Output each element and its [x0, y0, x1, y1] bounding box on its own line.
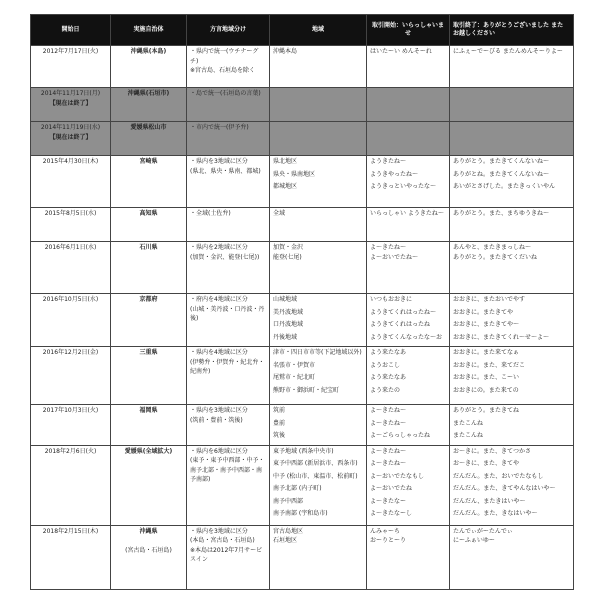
start-date: 2012年7月17日(火)	[42, 48, 99, 55]
area-cell	[270, 122, 367, 156]
greeting-start-line: ようおこし	[370, 361, 401, 369]
dialect-division-cell	[187, 156, 270, 208]
area-line: 県北地区	[273, 158, 298, 165]
municipality-name: 愛媛県松山市	[130, 124, 167, 131]
greeting-end-line: ありがとう。またきてね	[453, 407, 520, 414]
area-line: 山城地域	[273, 296, 298, 303]
greeting-start-cell	[367, 294, 450, 347]
area-line: 熊野市・御浜町・紀宝町	[273, 386, 340, 394]
area-line: 美丹波地域	[273, 308, 304, 316]
dialect-division-line: (山城・美丹波・口丹波・丹後)	[190, 305, 265, 322]
dialect-division-line: ・県内を4地域に区分	[190, 349, 248, 356]
area-cell	[270, 46, 367, 88]
dialect-division-line: ・県内を2地域に区分	[190, 244, 248, 251]
dialect-division-cell	[187, 46, 270, 88]
greeting-end-cell	[450, 156, 574, 208]
area-line: 豊前	[273, 419, 286, 427]
dialect-atm-table-container	[30, 14, 573, 590]
area-line: 加賀・金沢	[273, 244, 304, 251]
header-municipality: 実施自治体	[111, 15, 187, 46]
header-area: 地域	[270, 15, 367, 46]
header-dialect-division: 方言地域分け	[187, 15, 270, 46]
dialect-division-line: ・県内を3地域に区分	[190, 527, 248, 535]
municipality-cell	[111, 405, 187, 446]
greeting-start-cell	[367, 122, 450, 156]
greeting-end-line: おおきに。また、こーい	[453, 374, 520, 381]
greeting-start-cell	[367, 525, 450, 589]
greeting-start-line: よ〜きたなーし	[370, 510, 413, 517]
table-body	[31, 46, 574, 590]
municipality-cell	[111, 347, 187, 405]
greeting-end-line: おおきに。またきてや	[453, 308, 514, 316]
municipality-name: 愛媛県(全域拡大)	[124, 447, 173, 455]
start-date: 2017年10月3日(火)	[42, 407, 99, 414]
greeting-end-line: ありがとう。またきてくんないね〜	[453, 158, 550, 165]
greeting-end-line: お〜きに、また、きてや	[453, 460, 520, 467]
dialect-division-line: ・全域(土佐弁)	[190, 210, 231, 217]
dialect-division-cell	[187, 405, 270, 446]
start-date-cell	[31, 156, 111, 208]
municipality-name: 沖縄県	[139, 527, 158, 535]
table-row	[31, 46, 574, 88]
area-line: 県央・県南地区	[273, 170, 316, 178]
start-date-cell	[31, 88, 111, 122]
greeting-start-line: ようきてくれはったね〜	[370, 308, 437, 316]
table-row	[31, 525, 574, 589]
dialect-division-line: (本島・宮古島・石垣島)	[190, 537, 255, 544]
dialect-division-line: ※宮古島、石垣島を除く	[190, 67, 256, 74]
dialect-division-cell	[187, 122, 270, 156]
municipality-cell	[111, 445, 187, 525]
greeting-end-line: あんやと、またきまっしね〜	[453, 244, 532, 251]
area-line: 宮古島地区	[273, 527, 304, 535]
dialect-division-line: ・県内で統一(ウチナーグチ)	[190, 48, 259, 65]
greeting-start-line: よ〜おいでたね	[370, 485, 413, 492]
greeting-start-line: ようきてくれはったね	[370, 321, 431, 328]
greeting-end-line: おおきにの。また来ての	[453, 386, 519, 394]
greeting-end-line: にーふぁいゆー	[453, 537, 495, 544]
start-date-cell	[31, 122, 111, 156]
greeting-start-line: んみゃーち	[370, 527, 401, 535]
table-row	[31, 156, 574, 208]
greeting-start-line: よ〜ごらっしゃったね	[370, 432, 431, 439]
municipality-name: 宮崎県	[139, 158, 158, 165]
greeting-start-line: よ〜きたね〜	[370, 244, 407, 251]
greeting-start-cell	[367, 347, 450, 405]
greeting-start-line: ようきたね〜	[370, 158, 407, 165]
area-line: 南予南部 (宇和島市)	[273, 510, 328, 517]
start-date-cell	[31, 347, 111, 405]
greeting-start-line: よ〜きたね〜	[370, 447, 407, 455]
area-line: 口丹波地域	[273, 321, 304, 328]
area-line: 南予中西部	[273, 497, 304, 505]
area-line: 能登(七尾)	[273, 253, 302, 261]
greeting-start-line: ようきてくんなったな〜お	[370, 333, 443, 341]
greeting-start-line: よ〜きたね〜	[370, 419, 407, 427]
dialect-atm-table	[30, 14, 574, 590]
start-date: 2016年6月1日(水)	[44, 244, 97, 251]
greeting-start-line: ようきやったね〜	[370, 170, 419, 178]
area-line: 石垣地区	[273, 537, 298, 544]
municipality-name: 沖縄県(石垣市)	[127, 90, 170, 97]
greeting-end-cell	[450, 405, 574, 446]
ended-badge: 【現在は終了】	[49, 99, 92, 107]
municipality-cell	[111, 242, 187, 294]
area-line: 名張市・伊賀市	[273, 361, 316, 369]
area-cell	[270, 208, 367, 242]
start-date: 2014年11月19日(水)	[40, 124, 101, 131]
dialect-division-line: (筑前・豊前・筑後)	[190, 416, 243, 424]
greeting-end-line: またこんね	[453, 432, 484, 439]
greeting-start-line: おーりとーり	[370, 537, 407, 544]
start-date: 2018年2月6日(火)	[44, 447, 97, 455]
dialect-division-line: ・県内を6地域に区分	[190, 447, 248, 455]
greeting-end-cell	[450, 242, 574, 294]
greeting-end-cell	[450, 46, 574, 88]
table-row	[31, 294, 574, 347]
greeting-end-line: おおきに、またきてくれ〜せ〜よ〜	[453, 333, 550, 341]
ended-badge: 【現在は終了】	[49, 133, 92, 141]
greeting-end-cell	[450, 88, 574, 122]
dialect-division-cell	[187, 88, 270, 122]
area-line: 都城地区	[273, 183, 298, 190]
greeting-end-line: ありがとね。またきてくんないね〜	[453, 170, 550, 178]
greeting-end-line: だんだん、またきはいや〜	[453, 497, 526, 505]
municipality-name: 福岡県	[139, 407, 158, 414]
municipality-cell	[111, 46, 187, 88]
dialect-division-cell	[187, 242, 270, 294]
start-date: 2016年10月5日(水)	[42, 296, 99, 303]
start-date-cell	[31, 46, 111, 88]
area-line: 東予地域 (西条中央市)	[273, 447, 334, 455]
start-date: 2018年2月15日(木)	[42, 527, 99, 535]
greeting-start-line: よ〜おいでたなもし	[370, 472, 425, 480]
area-line: 全域	[273, 210, 286, 217]
dialect-division-line: (東予・東予中西部・中予・南予北部・南予中西部・南予南部)	[190, 457, 265, 483]
start-date-cell	[31, 525, 111, 589]
area-cell	[270, 294, 367, 347]
greeting-start-cell	[367, 445, 450, 525]
table-row	[31, 122, 574, 156]
greeting-end-cell	[450, 122, 574, 156]
greeting-start-line: よ〜きたなー	[370, 497, 407, 505]
greeting-end-line: ありがとう。また、まちゆうきね〜	[453, 210, 550, 217]
greeting-end-line: またこんね	[453, 419, 484, 427]
greeting-start-cell	[367, 242, 450, 294]
table-row	[31, 208, 574, 242]
start-date-cell	[31, 242, 111, 294]
area-cell	[270, 242, 367, 294]
greeting-end-cell	[450, 525, 574, 589]
greeting-start-cell	[367, 405, 450, 446]
dialect-division-line: ・県内を3地域に区分	[190, 158, 248, 165]
greeting-end-line: にふぇーでーびる またんめんそーりよー	[453, 48, 563, 55]
greeting-end-line: おおきに、またおいでやす	[453, 296, 526, 303]
dialect-division-cell	[187, 445, 270, 525]
area-line: 津市・四日市市等(下記地域以外)	[273, 349, 362, 356]
area-cell	[270, 347, 367, 405]
area-line: 中予 (松山市、東温市、松前町)	[273, 472, 358, 480]
area-cell	[270, 525, 367, 589]
greeting-end-line: おおきに、またきてや〜	[453, 321, 520, 328]
dialect-division-line: ・府内を4地域に区分	[190, 296, 248, 303]
area-line: 南予北部 (内子町)	[273, 485, 322, 492]
greeting-start-line: ようきっといやったな〜	[370, 183, 437, 190]
greeting-start-cell	[367, 208, 450, 242]
start-date-cell	[31, 294, 111, 347]
table-row	[31, 88, 574, 122]
table-row	[31, 242, 574, 294]
header-start-date: 開始日	[31, 15, 111, 46]
greeting-end-line: だんだん。また、おいでたなもし	[453, 472, 544, 480]
greeting-start-line: よ〜おいでたね〜	[370, 253, 419, 261]
greeting-end-line: ありがとう。またきてくだいね	[453, 253, 538, 261]
table-row	[31, 445, 574, 525]
greeting-end-line: だんだん。また、きなはいや〜	[453, 510, 538, 517]
municipality-cell	[111, 122, 187, 156]
greeting-end-cell	[450, 347, 574, 405]
start-date: 2016年12月2日(金)	[42, 349, 99, 356]
dialect-division-line: ・県内を3地域に区分	[190, 407, 248, 414]
dialect-division-line: ※本島は2012年7月サービスイン	[190, 546, 263, 563]
dialect-division-line: (県北、県央・県南、都城)	[190, 167, 261, 175]
table-row	[31, 347, 574, 405]
greeting-end-cell	[450, 445, 574, 525]
dialect-division-cell	[187, 294, 270, 347]
dialect-division-line: (伊勢弁・伊賀弁・紀北弁・紀南弁)	[190, 358, 265, 375]
greeting-start-line: よ〜きたね〜	[370, 460, 407, 467]
area-line: 筑後	[273, 432, 286, 439]
start-date: 2014年11月17日(月)	[40, 90, 101, 97]
start-date: 2015年8月5日(水)	[44, 210, 97, 217]
area-line: 筑前	[273, 407, 286, 414]
municipality-name: 石川県	[139, 244, 158, 251]
greeting-start-line: いつもおおきに	[370, 296, 413, 303]
area-line: 東予中西部 (新居浜市、西条市)	[273, 460, 358, 467]
start-date: 2015年4月30日(木)	[42, 158, 99, 165]
greeting-end-line: あいがとさげした。またきっくいやん	[453, 183, 556, 190]
area-line: 沖縄本島	[273, 48, 298, 55]
municipality-cell	[111, 525, 187, 589]
dialect-division-line: ・島で統一(石垣島の言葉)	[190, 90, 261, 97]
greeting-start-cell	[367, 46, 450, 88]
dialect-division-cell	[187, 347, 270, 405]
municipality-cell	[111, 156, 187, 208]
area-line: 尾鷲市・紀北町	[273, 374, 316, 381]
start-date-cell	[31, 445, 111, 525]
municipality-name: 三重県	[139, 349, 158, 356]
area-cell	[270, 156, 367, 208]
municipality-cell	[111, 208, 187, 242]
greeting-start-cell	[367, 88, 450, 122]
municipality-name: 京都府	[139, 296, 158, 303]
municipality-subname: (宮古島・石垣島)	[125, 547, 172, 554]
area-line: 丹後地域	[273, 333, 298, 341]
table-header-row	[31, 15, 574, 46]
start-date-cell	[31, 405, 111, 446]
municipality-name: 高知県	[139, 210, 158, 217]
greeting-start-line: よう来たなあ	[370, 349, 407, 356]
greeting-end-cell	[450, 208, 574, 242]
area-cell	[270, 405, 367, 446]
greeting-end-line: おおきに。また、来てだこ	[453, 361, 526, 369]
dialect-division-line: ・市内で統一(伊予弁)	[190, 124, 249, 131]
dialect-division-cell	[187, 208, 270, 242]
municipality-name: 沖縄県(本島)	[130, 48, 167, 55]
greeting-start-line: よ〜きたね〜	[370, 407, 407, 414]
greeting-end-line: お〜きに。また、きてつかさ	[453, 447, 532, 455]
dialect-division-line: (加賀・金沢、能登(七尾))	[190, 253, 260, 261]
greeting-end-line: たんでぃがーたんでぃ	[453, 527, 513, 535]
greeting-end-line: だんだん。また、きてやんなはいや〜	[453, 485, 556, 492]
greeting-start-line: はいたーい めんそーれ	[370, 48, 432, 55]
greeting-start-cell	[367, 156, 450, 208]
area-cell	[270, 88, 367, 122]
greeting-start-line: いらっしゃい ようきたね〜	[370, 210, 444, 217]
header-greeting-start: 取引開始：いらっしゃいませ	[367, 15, 450, 46]
header-greeting-end: 取引終了：ありがとうございました また お越しください	[450, 15, 574, 46]
start-date-cell	[31, 208, 111, 242]
greeting-end-cell	[450, 294, 574, 347]
municipality-cell	[111, 88, 187, 122]
dialect-division-cell	[187, 525, 270, 589]
municipality-cell	[111, 294, 187, 347]
greeting-start-line: よう来たの	[370, 386, 401, 394]
area-cell	[270, 445, 367, 525]
greeting-start-line: よう来たなあ	[370, 374, 407, 381]
greeting-end-line: おおきに。また来てなぁ	[453, 349, 520, 356]
table-row	[31, 405, 574, 446]
